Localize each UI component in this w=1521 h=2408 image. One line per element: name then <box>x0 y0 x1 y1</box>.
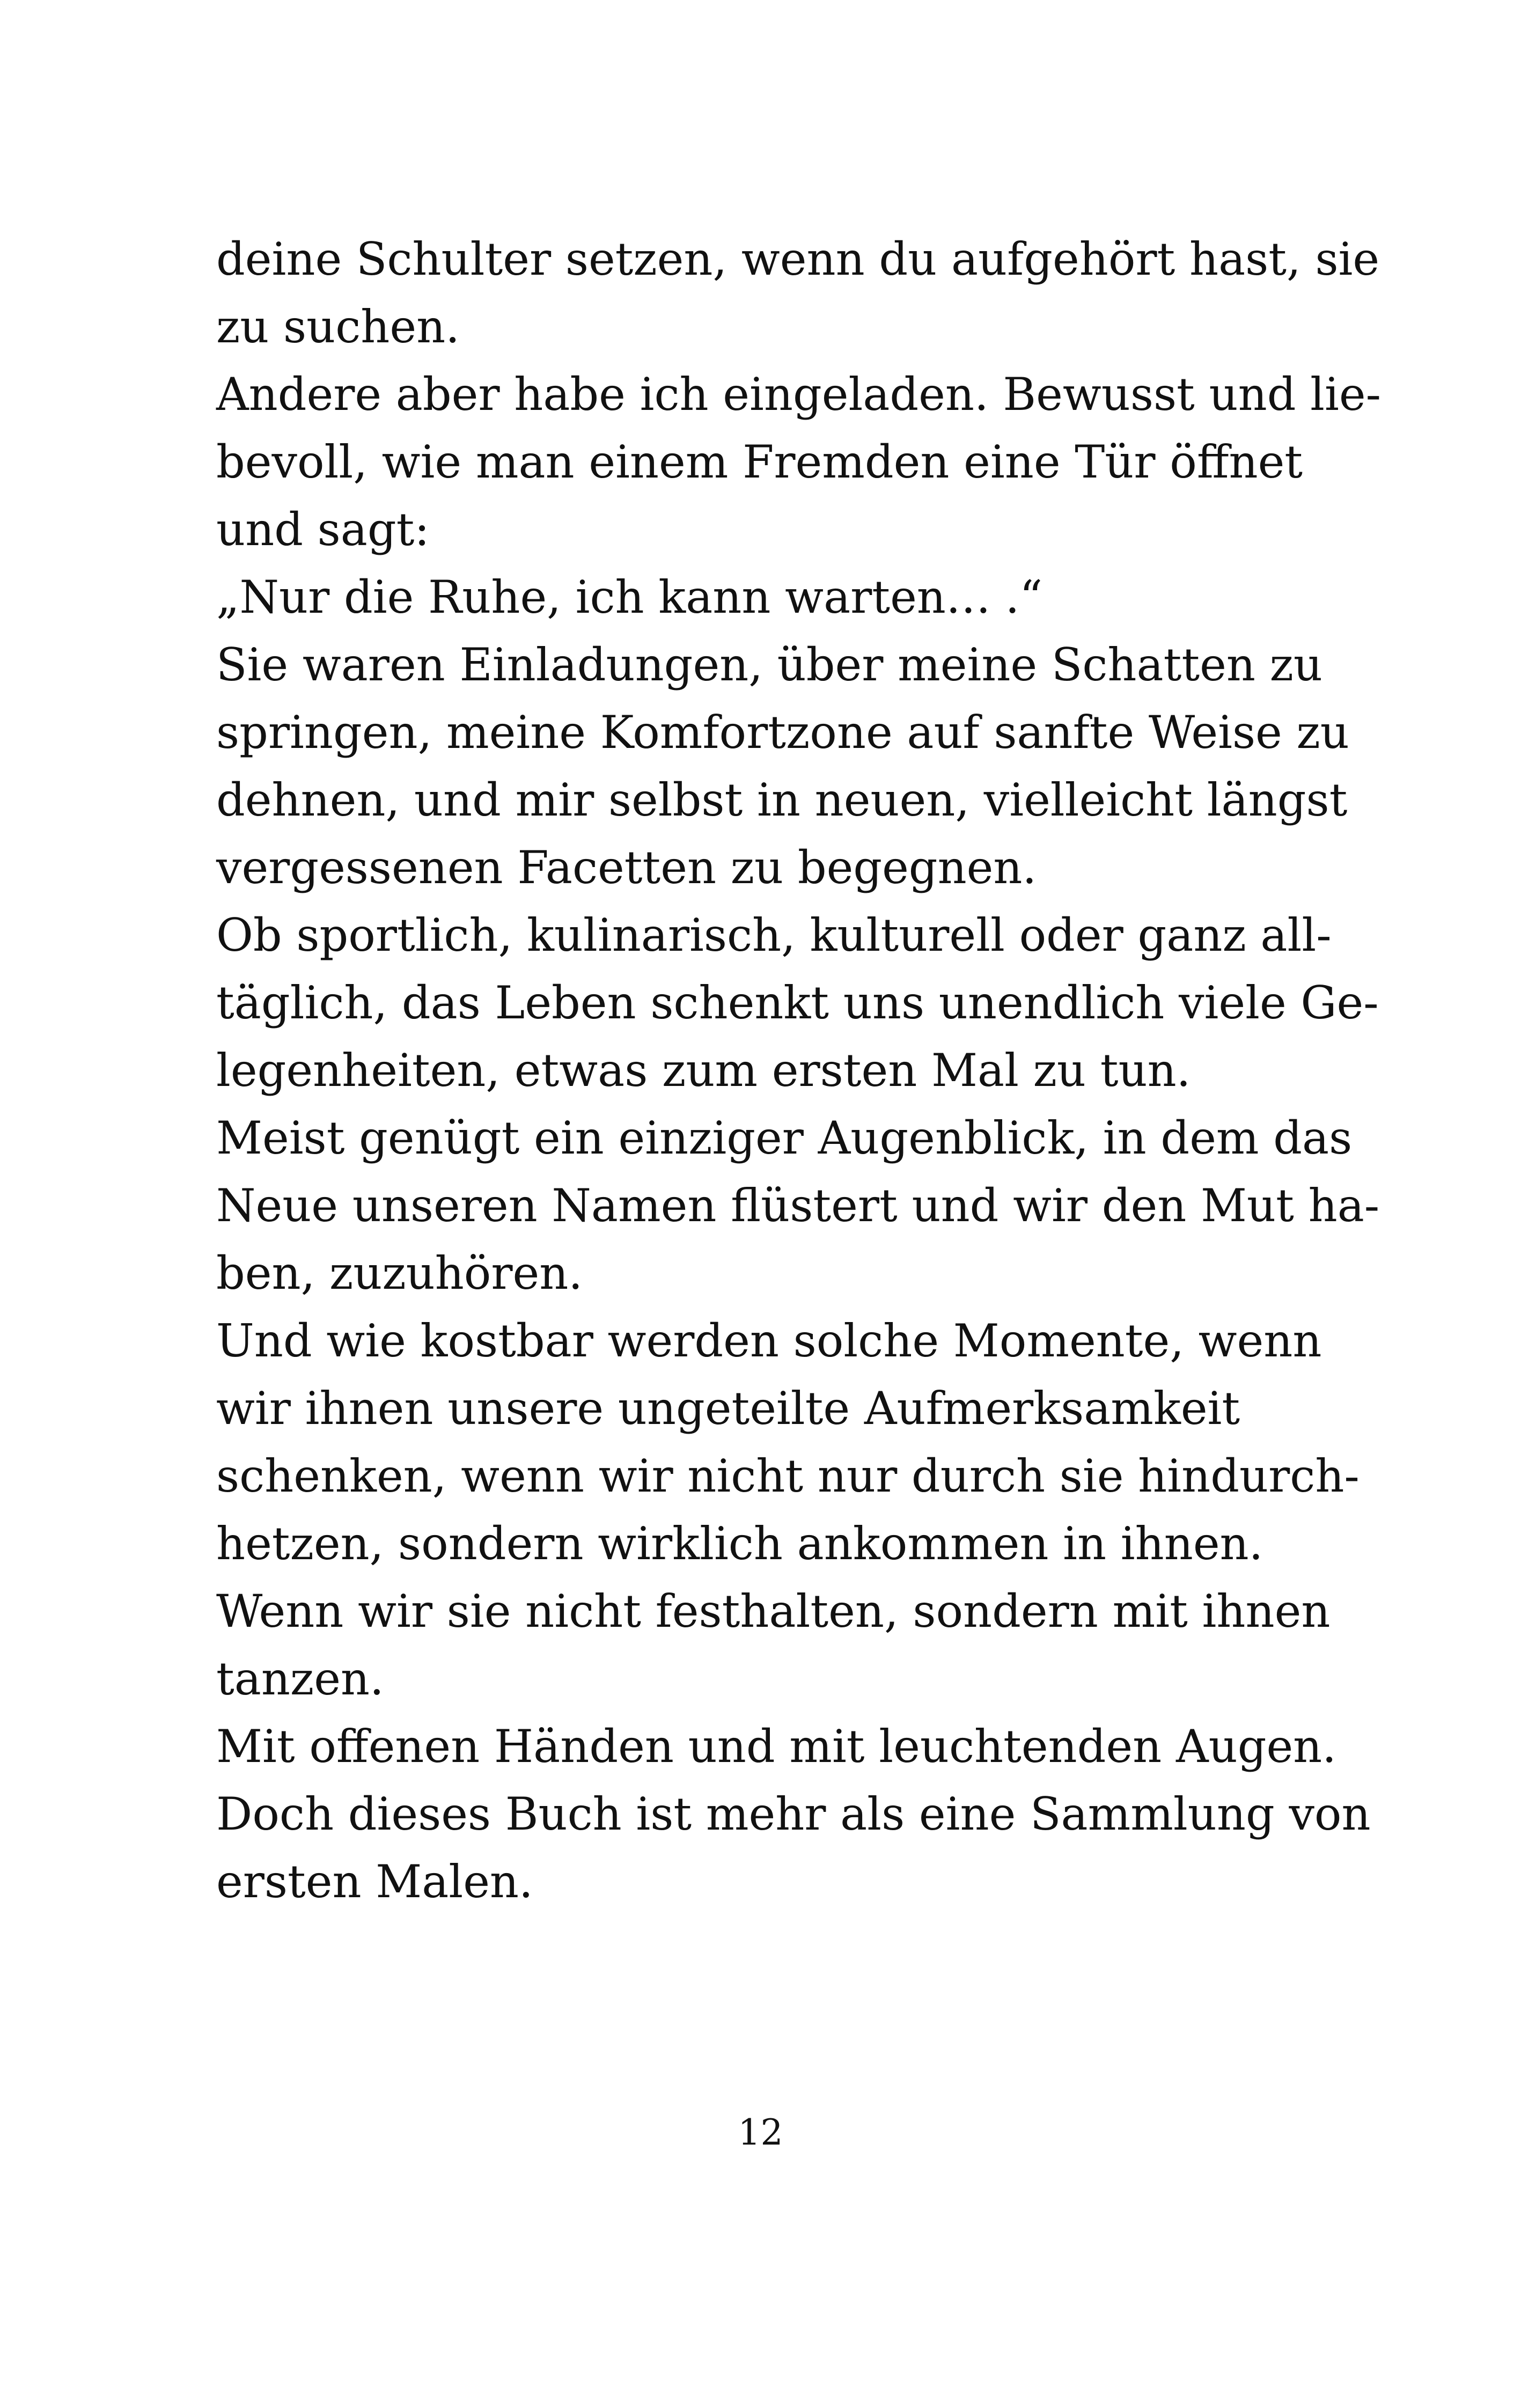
text-line: Neue unseren Namen flüstert und wir den Mut ha- <box>216 1179 1380 1232</box>
text-line: Sie waren Einladungen, über meine Schatten zu <box>216 638 1322 691</box>
text-line: wir ihnen unsere ungeteilte Aufmerksamkeit <box>216 1382 1240 1435</box>
body-text <box>216 225 1381 1915</box>
text-line: zu suchen. <box>216 300 460 353</box>
text-line: und sagt: <box>216 503 430 556</box>
text-line: Andere aber habe ich eingeladen. Bewusst und lie- <box>216 368 1381 421</box>
text-line: bevoll, wie man einem Fremden eine Tür öffnet <box>216 436 1303 488</box>
text-line: ben, zuzuhören. <box>216 1247 583 1300</box>
text-line: ersten Malen. <box>216 1855 533 1908</box>
text-line: Mit offenen Händen und mit leuchtenden Augen. <box>216 1720 1336 1773</box>
text-line: Ob sportlich, kulinarisch, kulturell oder ganz all- <box>216 909 1332 961</box>
page-number: 12 <box>738 2112 783 2153</box>
text-line: schenken, wenn wir nicht nur durch sie hindurch- <box>216 1450 1360 1502</box>
text-line: „Nur die Ruhe, ich kann warten… .“ <box>216 571 1043 623</box>
text-line: täglich, das Leben schenkt uns unendlich viele Ge- <box>216 977 1379 1029</box>
text-line: vergessenen Facetten zu begegnen. <box>216 841 1037 894</box>
text-line: Wenn wir sie nicht festhalten, sondern mit ihnen <box>216 1585 1331 1638</box>
text-line: tanzen. <box>216 1653 384 1705</box>
text-line: Und wie kostbar werden solche Momente, wenn <box>216 1315 1322 1367</box>
text-line: hetzen, sondern wirklich ankommen in ihnen. <box>216 1517 1263 1570</box>
text-line: dehnen, und mir selbst in neuen, vielleicht längst <box>216 774 1348 826</box>
text-line: deine Schulter setzen, wenn du aufgehört hast, sie <box>216 233 1380 285</box>
text-line: Meist genügt ein einziger Augenblick, in dem das <box>216 1112 1353 1164</box>
text-line: legenheiten, etwas zum ersten Mal zu tun. <box>216 1044 1191 1097</box>
text-line: Doch dieses Buch ist mehr als eine Sammlung von <box>216 1788 1371 1840</box>
text-line: springen, meine Komfortzone auf sanfte Weise zu <box>216 706 1349 759</box>
